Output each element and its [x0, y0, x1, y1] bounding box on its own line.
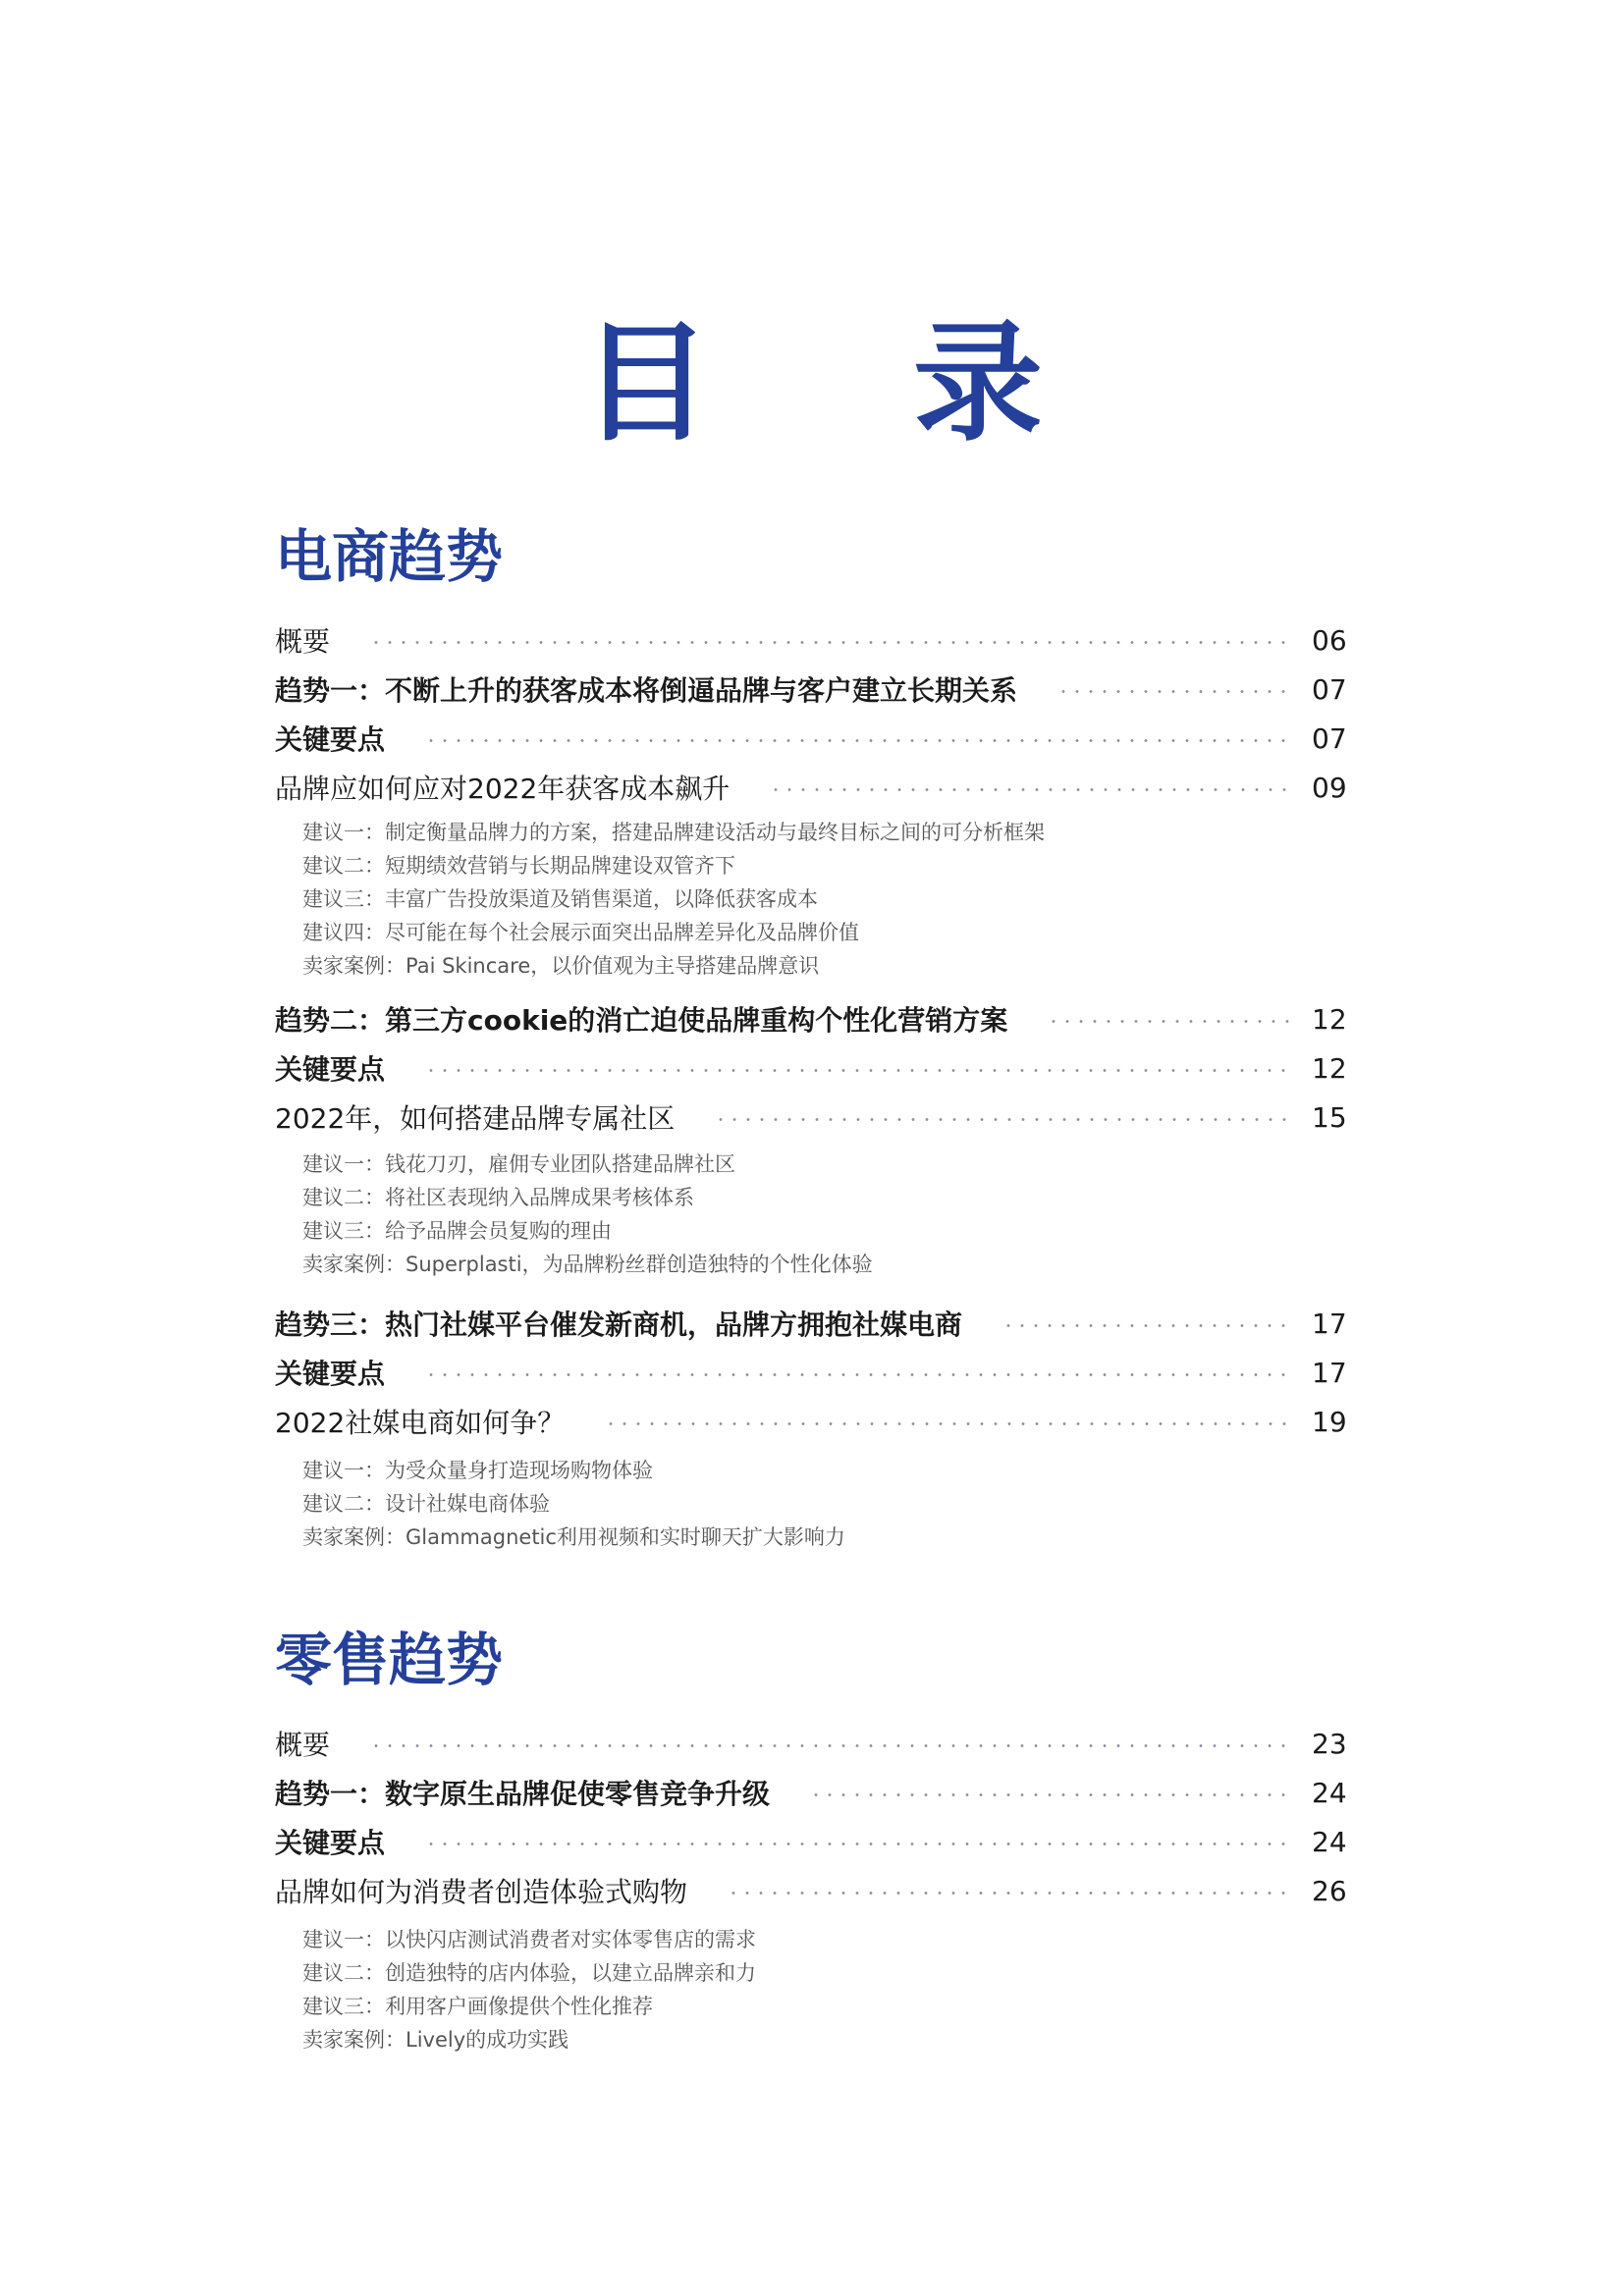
- toc-subitem[interactable]: 卖家案例：Lively的成功实践: [302, 2028, 569, 2052]
- toc-subitem[interactable]: 卖家案例：Glammagnetic利用视频和实时聊天扩大影响力: [302, 1525, 845, 1549]
- dot-leader: [1001, 1324, 1290, 1327]
- dot-leader: [727, 1892, 1290, 1895]
- toc-entry-page: 15: [1312, 1100, 1347, 1134]
- toc-subitem[interactable]: 建议四：尽可能在每个社会展示面突出品牌差异化及品牌价值: [302, 921, 859, 944]
- dot-leader: [424, 1069, 1290, 1072]
- toc-entry-page: 07: [1312, 721, 1347, 755]
- toc-entry-page: 17: [1312, 1356, 1347, 1389]
- toc-subitem[interactable]: 建议二：创造独特的店内体验，以建立品牌亲和力: [302, 1961, 756, 1985]
- toc-entry-page: 23: [1312, 1727, 1347, 1760]
- toc-entry[interactable]: [275, 1773, 1355, 1812]
- toc-entry[interactable]: [275, 1304, 1355, 1343]
- toc-entry[interactable]: [275, 1097, 1355, 1137]
- toc-entry-label: 2022年，如何搭建品牌专属社区: [275, 1102, 676, 1135]
- section-heading-retail: 零售趋势: [275, 1627, 504, 1693]
- toc-entry-label: 关键要点: [275, 1053, 386, 1086]
- dot-leader: [1056, 690, 1290, 693]
- toc-entry[interactable]: [275, 768, 1355, 807]
- toc-entry-label: 趋势二：第三方cookie的消亡迫使品牌重构个性化营销方案: [275, 1004, 1008, 1037]
- toc-entry-label: 趋势一：不断上升的获客成本将倒逼品牌与客户建立长期关系: [275, 674, 1018, 707]
- toc-entry-label: 关键要点: [275, 1827, 386, 1859]
- dot-leader: [1047, 1020, 1290, 1023]
- toc-entry[interactable]: [275, 1871, 1355, 1910]
- dot-leader: [369, 641, 1290, 644]
- toc-entry[interactable]: [275, 1402, 1355, 1441]
- toc-entry-page: 09: [1312, 771, 1347, 804]
- toc-subitem[interactable]: 建议一：钱花刀刃，雇佣专业团队搭建品牌社区: [302, 1152, 735, 1176]
- toc-subitem[interactable]: 建议二：将社区表现纳入品牌成果考核体系: [302, 1186, 694, 1209]
- toc-entry-page: 19: [1312, 1405, 1347, 1438]
- toc-entry-label: 品牌应如何应对2022年获客成本飙升: [275, 773, 731, 805]
- toc-entry[interactable]: [275, 1048, 1355, 1088]
- toc-subitem[interactable]: 建议一：为受众量身打造现场购物体验: [302, 1459, 653, 1482]
- toc-entry[interactable]: [275, 1822, 1355, 1861]
- toc-subitem[interactable]: 建议一：制定衡量品牌力的方案，搭建品牌建设活动与最终目标之间的可分析框架: [302, 821, 1045, 844]
- toc-entry-page: 24: [1312, 1776, 1347, 1809]
- toc-subitem[interactable]: 卖家案例：Superplasti，为品牌粉丝群创造独特的个性化体验: [302, 1253, 873, 1276]
- toc-entry-label: 2022社媒电商如何争？: [275, 1407, 566, 1439]
- toc-entry-page: 06: [1312, 623, 1347, 657]
- toc-entry[interactable]: [275, 999, 1355, 1039]
- toc-entry-label: 概要: [275, 625, 331, 658]
- toc-entry[interactable]: [275, 669, 1355, 709]
- toc-entry-label: 关键要点: [275, 723, 386, 756]
- page-title: 目 录: [581, 308, 1121, 459]
- toc-entry-page: 12: [1312, 1002, 1347, 1036]
- dot-leader: [369, 1744, 1290, 1747]
- toc-entry[interactable]: [275, 620, 1355, 660]
- toc-subitem[interactable]: 建议二：短期绩效营销与长期品牌建设双管齐下: [302, 854, 735, 878]
- toc-subitem[interactable]: 建议三：利用客户画像提供个性化推荐: [302, 1995, 653, 2018]
- dot-leader: [769, 788, 1290, 791]
- toc-subitem[interactable]: 建议三：给予品牌会员复购的理由: [302, 1219, 612, 1243]
- toc-entry-page: 17: [1312, 1307, 1347, 1340]
- dot-leader: [424, 1842, 1290, 1845]
- toc-entry[interactable]: [275, 719, 1355, 758]
- toc-entry-label: 品牌如何为消费者创造体验式购物: [275, 1876, 688, 1908]
- toc-subitem[interactable]: 建议一：以快闪店测试消费者对实体零售店的需求: [302, 1928, 756, 1951]
- dot-leader: [424, 1373, 1290, 1376]
- toc-entry-label: 概要: [275, 1729, 331, 1761]
- dot-leader: [604, 1422, 1290, 1425]
- toc-entry-label: 趋势三：热门社媒平台催发新商机，品牌方拥抱社媒电商: [275, 1308, 963, 1341]
- toc-subitem[interactable]: 建议二：设计社媒电商体验: [302, 1492, 550, 1516]
- toc-entry-page: 12: [1312, 1051, 1347, 1085]
- toc-entry-page: 24: [1312, 1825, 1347, 1858]
- toc-subitem[interactable]: 卖家案例：Pai Skincare，以价值观为主导搭建品牌意识: [302, 954, 820, 978]
- toc-entry[interactable]: [275, 1353, 1355, 1392]
- dot-leader: [809, 1793, 1290, 1796]
- section-heading-ecommerce: 电商趋势: [275, 523, 504, 590]
- toc-entry-page: 07: [1312, 672, 1347, 706]
- toc-entry-label: 趋势一：数字原生品牌促使零售竞争升级: [275, 1778, 771, 1810]
- toc-entry-page: 26: [1312, 1874, 1347, 1907]
- dot-leader: [424, 739, 1290, 742]
- dot-leader: [714, 1118, 1290, 1121]
- toc-entry-label: 关键要点: [275, 1358, 386, 1390]
- toc-entry[interactable]: [275, 1724, 1355, 1763]
- toc-subitem[interactable]: 建议三：丰富广告投放渠道及销售渠道，以降低获客成本: [302, 887, 818, 911]
